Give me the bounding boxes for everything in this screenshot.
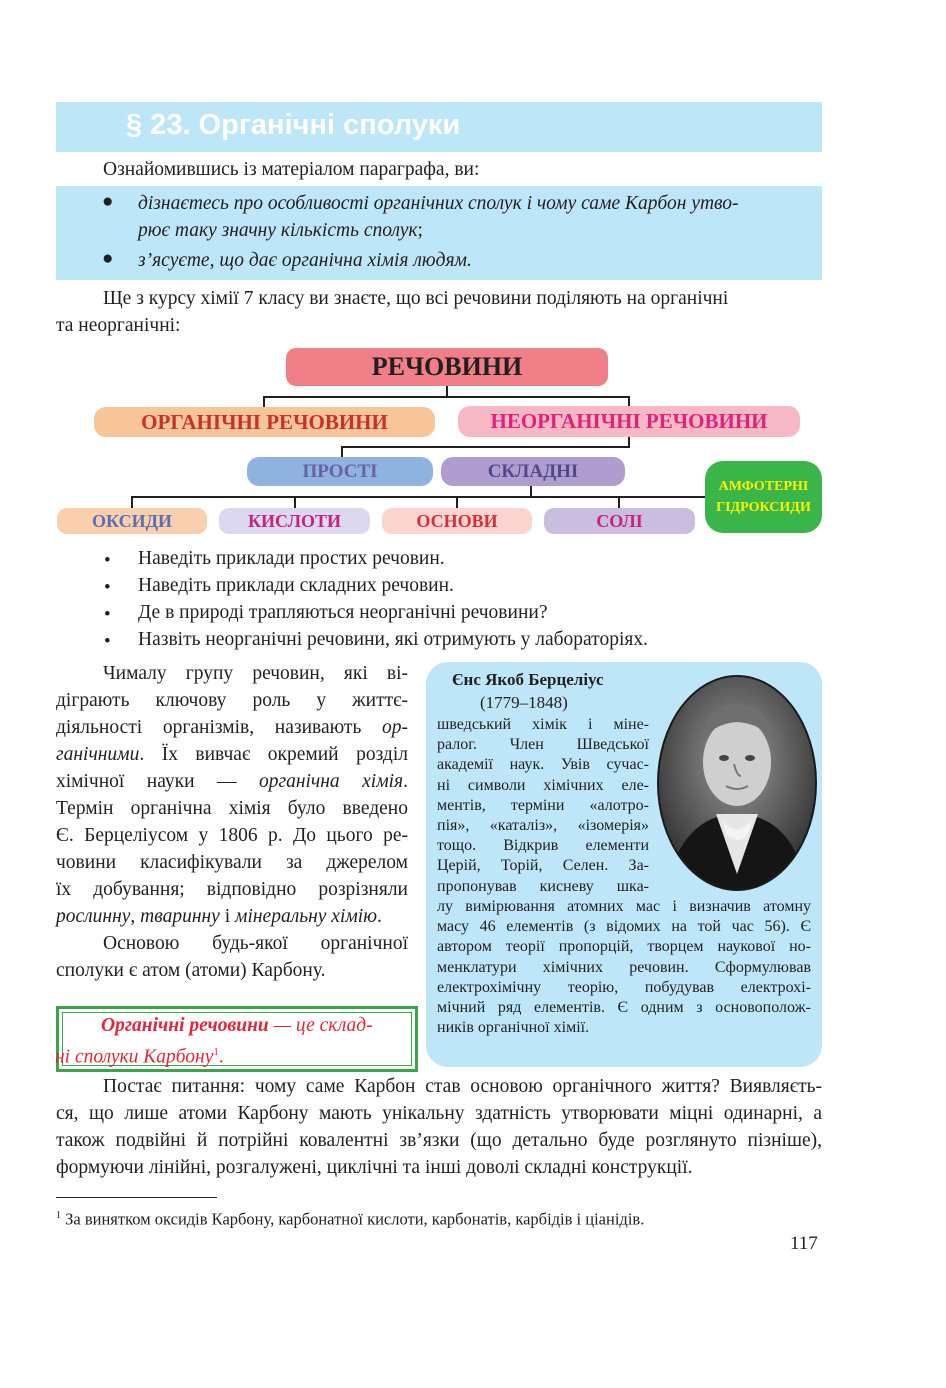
- definition-line-1: Органічні речовини — це склад-: [101, 1015, 373, 1036]
- bullet-icon: ●: [102, 248, 114, 269]
- bullet-icon: •: [104, 550, 111, 571]
- bio-years: (1779–1848): [480, 693, 568, 712]
- node-amphoteric-hydroxides: АМФОТЕРНІ ГІДРОКСИДИ: [705, 461, 822, 533]
- goal-1-line-1: дізнаєтесь про особливості органічних сполук і чому саме Карбон утво-: [138, 193, 739, 214]
- footnote-divider: [56, 1197, 217, 1198]
- question-2: Наведіть приклади складних речовин.: [138, 575, 454, 596]
- node-complex: СКЛАДНІ: [441, 457, 625, 486]
- biography-box: [426, 662, 822, 1067]
- bullet-icon: •: [104, 631, 111, 652]
- node-bases: ОСНОВИ: [382, 508, 532, 534]
- question-3: Де в природі трапляються неорганічні речовини?: [138, 602, 548, 623]
- bio-text-short: шведський хімік і міне- ралог. Член Шведської академії наук. Увів сучас- ні символи хімічних еле- ментів, терміни «алотро- пія», «каталіз», «ізомерія» тощо. Відкрив елементи Церій, Торій, Селен. За- пропонував кисневу шка-: [437, 716, 649, 895]
- definition-box: [56, 1006, 418, 1072]
- question-1: Наведіть приклади простих речовин.: [138, 548, 445, 569]
- definition-line-2: ні сполуки Карбону$^1$.: [55, 1046, 224, 1068]
- page-number: 117: [790, 1233, 818, 1254]
- portrait-image: [656, 674, 818, 892]
- node-organic-substances: ОРГАНІЧНІ РЕЧОВИНИ: [94, 407, 435, 437]
- bullet-icon: ●: [102, 191, 114, 212]
- node-acids: КИСЛОТИ: [219, 508, 370, 534]
- bio-text-long: лу вимірювання атомних мас і визначив атомну масу 46 елементів (з відомих на той час 56). Є автором теорії пропорцій, творцем наукової но- менклатури хімічних речовин. Сформулював електрохімічну теорію, побудував електрохі- мічний ряд елементів. Є одним з основополож- ників органічної хімії.: [437, 898, 811, 1037]
- classification-diagram: [0, 0, 946, 560]
- bullet-icon: •: [104, 604, 111, 625]
- node-substances: РЕЧОВИНИ: [286, 348, 608, 386]
- node-salts: СОЛІ: [544, 508, 695, 534]
- node-oxides: ОКСИДИ: [57, 508, 207, 534]
- footnote: $^1$ За винятком оксидів Карбону, карбонатної кислоти, карбонатів, карбідів і ціанідів.: [56, 1209, 645, 1229]
- paragraph-1-line-1: Ще з курсу хімії 7 класу ви знаєте, що всі речовини поділяють на органічні: [103, 288, 729, 309]
- goal-1-line-2: рює таку значну кількість сполук;: [138, 220, 423, 241]
- bio-name: Єнс Якоб Берцеліус: [452, 670, 604, 689]
- intro-text: Ознайомившись із матеріалом параграфа, ви:: [103, 159, 480, 180]
- question-4: Назвіть неорганічні речовини, які отримують у лабораторіях.: [138, 629, 648, 650]
- section-title: § 23. Органічні сполуки: [126, 109, 461, 141]
- organic-intro-text: Чималу групу речовин, які ві- діграють ключову роль у життє- діяльності організмів, називають ор- ганічними. Їх вивчає окремий розділ хімічної науки — органічна хімія. Термін органічна хімія було введено Є. Берцеліусом у 1806 р. До цього ре- човини класифікували за джерелом їх добування; відповідно розрізняли рослинну, тваринну і мінеральну хімію. Основою будь-якої органічної сполуки є атом (атоми) Карбону.: [56, 663, 408, 981]
- node-simple: ПРОСТІ: [247, 457, 433, 486]
- paragraph-1-line-2: та неорганічні:: [56, 315, 181, 336]
- paragraph-2: Постає питання: чому саме Карбон став основою органічного життя? Виявляєть- ся, що лише атоми Карбону мають унікальну здатність утворювати міцні одинарні, а також подвійні й потрійні ковалентні зв’язки (що детально буде розглянуто пізніше), формуючи лінійні, розгалужені, циклічні та інші доволі складні конструкції.: [56, 1076, 822, 1178]
- bullet-icon: •: [104, 577, 111, 598]
- node-inorganic-substances: НЕОРГАНІЧНІ РЕЧОВИНИ: [458, 406, 800, 437]
- goal-2: з’ясуєте, що дає органічна хімія людям.: [138, 250, 472, 271]
